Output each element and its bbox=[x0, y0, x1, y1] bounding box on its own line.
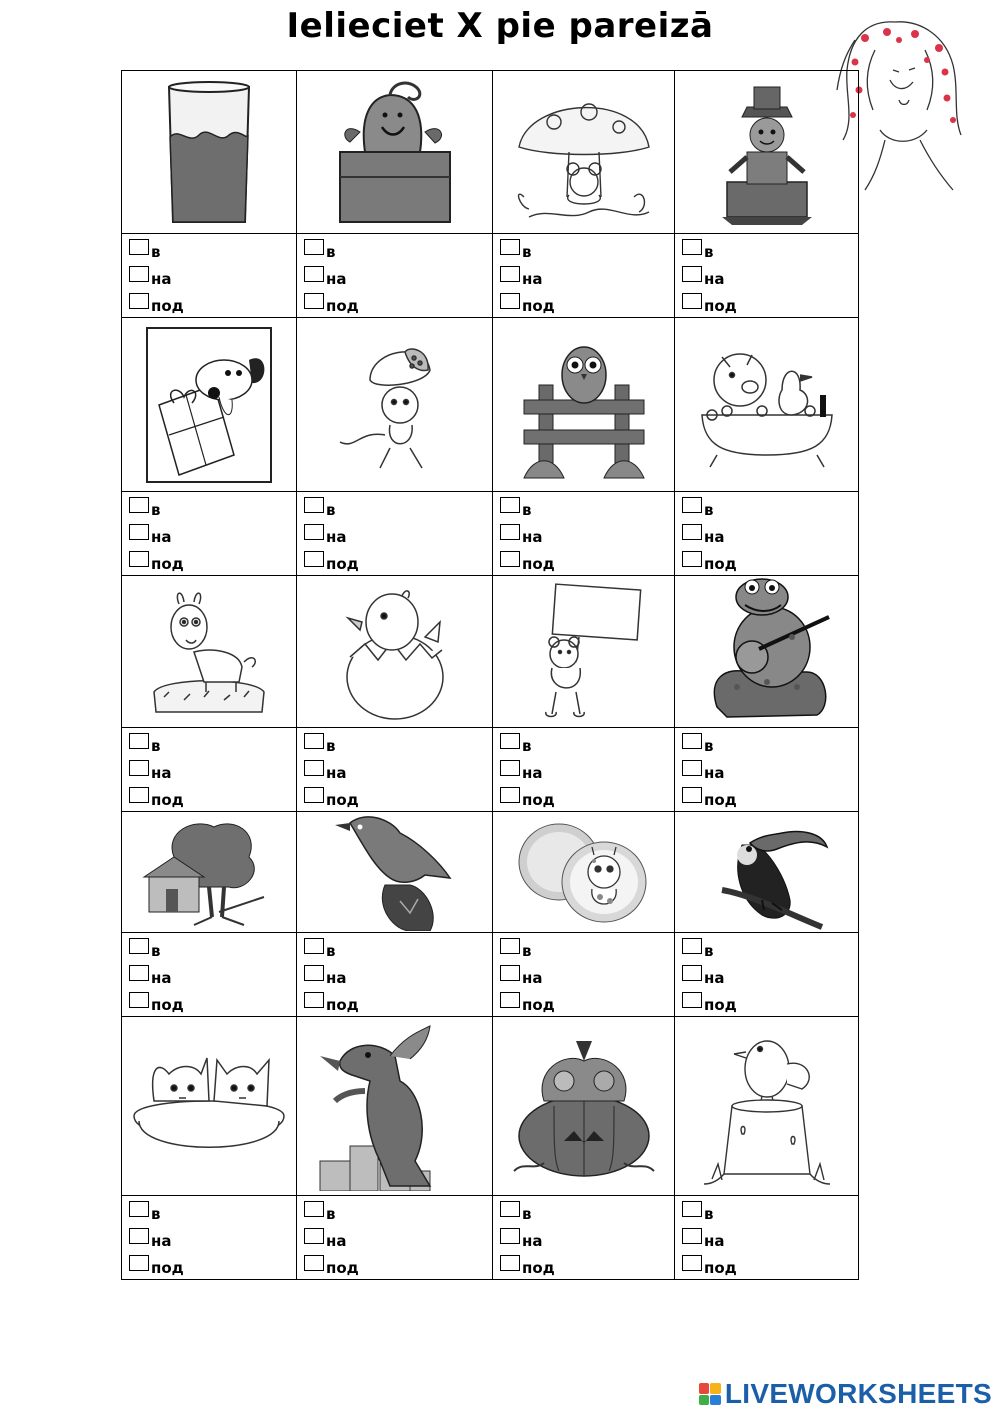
option-label: на bbox=[522, 764, 543, 782]
checkbox[interactable] bbox=[682, 1255, 702, 1271]
owl-on-fence-icon bbox=[519, 330, 649, 480]
option-label: на bbox=[151, 1232, 172, 1250]
option-label: под bbox=[326, 297, 359, 315]
option-label: под bbox=[522, 297, 555, 315]
picture-cell bbox=[122, 1017, 297, 1196]
option-row bbox=[682, 960, 858, 987]
picture-cell bbox=[675, 812, 859, 933]
picture-cell bbox=[122, 576, 297, 728]
checkbox[interactable] bbox=[129, 497, 149, 513]
option-label: на bbox=[151, 270, 172, 288]
answer-options bbox=[493, 492, 675, 576]
picture-cell bbox=[297, 71, 493, 234]
option-row bbox=[129, 519, 296, 546]
picture-cell bbox=[675, 1017, 859, 1196]
option-label: под bbox=[151, 791, 184, 809]
option-row bbox=[500, 1250, 674, 1277]
option-label: под bbox=[522, 791, 555, 809]
answer-options bbox=[675, 728, 859, 812]
option-row bbox=[304, 755, 492, 782]
checkbox[interactable] bbox=[500, 551, 520, 567]
option-row bbox=[500, 933, 674, 960]
checkbox[interactable] bbox=[304, 733, 324, 749]
checkbox[interactable] bbox=[129, 787, 149, 803]
option-label: в bbox=[522, 1205, 532, 1223]
answer-options bbox=[493, 933, 675, 1017]
option-label: под bbox=[151, 297, 184, 315]
row-options bbox=[122, 492, 859, 576]
checkbox[interactable] bbox=[682, 293, 702, 309]
option-row bbox=[500, 1196, 674, 1223]
option-row bbox=[129, 728, 296, 755]
option-label: в bbox=[151, 501, 161, 519]
checkbox[interactable] bbox=[304, 992, 324, 1008]
dog-in-gift-box-icon bbox=[144, 325, 274, 485]
answer-options bbox=[493, 728, 675, 812]
row-options bbox=[122, 728, 859, 812]
option-label: на bbox=[522, 1232, 543, 1250]
answer-options bbox=[675, 1196, 859, 1280]
answer-options bbox=[122, 1196, 297, 1280]
checkbox[interactable] bbox=[129, 992, 149, 1008]
option-row bbox=[304, 782, 492, 809]
option-label: на bbox=[326, 1232, 347, 1250]
answer-options bbox=[297, 933, 493, 1017]
option-label: под bbox=[704, 996, 737, 1014]
option-row bbox=[304, 492, 492, 519]
option-row bbox=[500, 546, 674, 573]
option-label: под bbox=[326, 555, 359, 573]
toucan-on-branch-icon bbox=[702, 815, 832, 930]
picture-cell bbox=[493, 71, 675, 234]
row-images bbox=[122, 71, 859, 234]
checkbox[interactable] bbox=[500, 293, 520, 309]
option-row bbox=[129, 960, 296, 987]
option-label: на bbox=[522, 528, 543, 546]
answer-options bbox=[297, 728, 493, 812]
checkbox[interactable] bbox=[500, 1255, 520, 1271]
checkbox[interactable] bbox=[500, 239, 520, 255]
option-label: в bbox=[326, 737, 336, 755]
option-row bbox=[304, 1196, 492, 1223]
option-row bbox=[682, 261, 858, 288]
option-label: под bbox=[326, 1259, 359, 1277]
option-label: в bbox=[704, 243, 714, 261]
row-images bbox=[122, 1017, 859, 1196]
answer-options bbox=[122, 492, 297, 576]
checkbox[interactable] bbox=[304, 965, 324, 981]
picture-cell bbox=[297, 576, 493, 728]
option-row bbox=[500, 728, 674, 755]
option-row bbox=[304, 546, 492, 573]
scarecrow-on-haybale-icon bbox=[702, 77, 832, 227]
answer-options bbox=[493, 234, 675, 318]
option-row bbox=[129, 782, 296, 809]
checkbox[interactable] bbox=[500, 787, 520, 803]
checkbox[interactable] bbox=[682, 266, 702, 282]
checkbox[interactable] bbox=[500, 524, 520, 540]
option-label: на bbox=[326, 764, 347, 782]
option-row bbox=[682, 755, 858, 782]
option-label: на bbox=[326, 528, 347, 546]
checkbox[interactable] bbox=[682, 1201, 702, 1217]
option-row bbox=[304, 1250, 492, 1277]
checkbox[interactable] bbox=[682, 239, 702, 255]
picture-cell bbox=[122, 318, 297, 492]
answer-options bbox=[675, 234, 859, 318]
option-label: в bbox=[522, 243, 532, 261]
kittens-in-basket-icon bbox=[129, 1046, 289, 1166]
option-label: под bbox=[522, 996, 555, 1014]
option-row bbox=[129, 546, 296, 573]
checkbox[interactable] bbox=[682, 938, 702, 954]
checkbox[interactable] bbox=[304, 938, 324, 954]
pig-in-bathtub-icon bbox=[692, 335, 842, 475]
checkbox[interactable] bbox=[129, 524, 149, 540]
picture-cell bbox=[493, 1017, 675, 1196]
option-row bbox=[129, 1196, 296, 1223]
option-label: в bbox=[326, 243, 336, 261]
option-row bbox=[500, 782, 674, 809]
option-row bbox=[129, 234, 296, 261]
option-row bbox=[682, 1223, 858, 1250]
option-row bbox=[682, 1196, 858, 1223]
chick-in-egg-icon bbox=[330, 582, 460, 722]
option-row bbox=[500, 288, 674, 315]
bird-on-rock-icon bbox=[330, 813, 460, 931]
answer-options bbox=[493, 1196, 675, 1280]
option-row bbox=[682, 492, 858, 519]
option-row bbox=[500, 987, 674, 1014]
footer-brand bbox=[699, 1378, 992, 1410]
page-title: Ielieciet X pie pareizā bbox=[286, 6, 714, 46]
option-label: под bbox=[151, 555, 184, 573]
option-row bbox=[129, 1250, 296, 1277]
brand-name: LIVEWORKSHEETS bbox=[724, 1378, 992, 1409]
checkbox[interactable] bbox=[304, 787, 324, 803]
option-row bbox=[129, 933, 296, 960]
option-label: на bbox=[522, 270, 543, 288]
picture-cell bbox=[493, 812, 675, 933]
checkbox[interactable] bbox=[682, 497, 702, 513]
option-label: под bbox=[522, 555, 555, 573]
option-label: в bbox=[704, 737, 714, 755]
option-label: в bbox=[522, 737, 532, 755]
sprout-on-fence-icon bbox=[330, 77, 460, 227]
checkbox[interactable] bbox=[304, 293, 324, 309]
picture-cell bbox=[493, 576, 675, 728]
option-label: под bbox=[151, 996, 184, 1014]
checkbox[interactable] bbox=[129, 938, 149, 954]
option-label: в bbox=[704, 501, 714, 519]
row-options bbox=[122, 234, 859, 318]
option-label: на bbox=[704, 1232, 725, 1250]
option-row bbox=[682, 933, 858, 960]
option-label: в bbox=[704, 942, 714, 960]
option-label: в bbox=[522, 501, 532, 519]
option-label: на bbox=[522, 969, 543, 987]
option-label: на bbox=[704, 969, 725, 987]
creatures-in-pumpkin-icon bbox=[504, 1031, 664, 1181]
option-row bbox=[304, 261, 492, 288]
option-row bbox=[129, 492, 296, 519]
checkbox[interactable] bbox=[304, 551, 324, 567]
answer-options bbox=[122, 933, 297, 1017]
checkbox[interactable] bbox=[682, 733, 702, 749]
checkbox[interactable] bbox=[304, 1201, 324, 1217]
option-row bbox=[500, 1223, 674, 1250]
option-row bbox=[304, 234, 492, 261]
option-row bbox=[304, 1223, 492, 1250]
answer-options bbox=[675, 492, 859, 576]
picture-cell bbox=[122, 71, 297, 234]
checkbox[interactable] bbox=[500, 938, 520, 954]
picture-cell bbox=[297, 812, 493, 933]
worksheet-grid bbox=[121, 70, 859, 1280]
checkbox[interactable] bbox=[500, 760, 520, 776]
checkbox[interactable] bbox=[129, 733, 149, 749]
answer-options bbox=[297, 492, 493, 576]
option-row bbox=[500, 519, 674, 546]
checkbox[interactable] bbox=[129, 551, 149, 567]
option-label: на bbox=[704, 528, 725, 546]
option-label: под bbox=[326, 996, 359, 1014]
option-label: на bbox=[151, 528, 172, 546]
row-options bbox=[122, 933, 859, 1017]
bear-under-sign-icon bbox=[524, 582, 644, 722]
liveworksheets-logo-icon bbox=[699, 1383, 721, 1405]
checkbox[interactable] bbox=[129, 293, 149, 309]
option-label: в bbox=[151, 942, 161, 960]
row-images bbox=[122, 576, 859, 728]
option-row bbox=[304, 519, 492, 546]
checkbox[interactable] bbox=[304, 239, 324, 255]
checkbox[interactable] bbox=[304, 1228, 324, 1244]
checkbox[interactable] bbox=[129, 239, 149, 255]
mouse-under-hat-icon bbox=[330, 330, 460, 480]
option-row bbox=[304, 288, 492, 315]
house-under-tree-icon bbox=[134, 817, 284, 927]
option-row bbox=[682, 782, 858, 809]
picture-cell bbox=[675, 318, 859, 492]
checkbox[interactable] bbox=[304, 266, 324, 282]
option-row bbox=[129, 288, 296, 315]
checkbox[interactable] bbox=[304, 1255, 324, 1271]
picture-cell bbox=[493, 318, 675, 492]
option-row bbox=[500, 960, 674, 987]
checkbox[interactable] bbox=[682, 1228, 702, 1244]
option-row bbox=[682, 728, 858, 755]
option-label: на bbox=[326, 270, 347, 288]
option-label: под bbox=[704, 791, 737, 809]
checkbox[interactable] bbox=[682, 965, 702, 981]
checkbox[interactable] bbox=[500, 1201, 520, 1217]
option-row bbox=[129, 755, 296, 782]
option-label: в bbox=[151, 1205, 161, 1223]
answer-options bbox=[122, 728, 297, 812]
option-row bbox=[682, 234, 858, 261]
checkbox[interactable] bbox=[500, 266, 520, 282]
option-row bbox=[500, 261, 674, 288]
option-label: в bbox=[326, 942, 336, 960]
checkbox[interactable] bbox=[129, 965, 149, 981]
checkbox[interactable] bbox=[129, 1255, 149, 1271]
option-label: в bbox=[522, 942, 532, 960]
checkbox[interactable] bbox=[500, 733, 520, 749]
checkbox[interactable] bbox=[682, 787, 702, 803]
dinosaur-on-city-icon bbox=[310, 1021, 480, 1191]
option-label: на bbox=[151, 764, 172, 782]
option-row bbox=[682, 546, 858, 573]
option-row bbox=[129, 261, 296, 288]
picture-cell bbox=[675, 576, 859, 728]
checkbox[interactable] bbox=[304, 524, 324, 540]
option-label: под bbox=[326, 791, 359, 809]
answer-options bbox=[675, 933, 859, 1017]
checkbox[interactable] bbox=[682, 524, 702, 540]
option-label: в bbox=[704, 1205, 714, 1223]
checkbox[interactable] bbox=[500, 992, 520, 1008]
option-row bbox=[304, 987, 492, 1014]
answer-options bbox=[297, 1196, 493, 1280]
mouse-under-mushroom-icon bbox=[509, 77, 659, 227]
option-row bbox=[129, 987, 296, 1014]
option-row bbox=[682, 987, 858, 1014]
checkbox[interactable] bbox=[129, 1201, 149, 1217]
giraffe-on-badge-icon bbox=[514, 817, 654, 927]
checkbox[interactable] bbox=[129, 266, 149, 282]
option-row bbox=[304, 933, 492, 960]
checkbox[interactable] bbox=[304, 497, 324, 513]
checkbox[interactable] bbox=[682, 992, 702, 1008]
answer-options bbox=[297, 234, 493, 318]
picture-cell bbox=[297, 1017, 493, 1196]
option-row bbox=[500, 755, 674, 782]
option-label: в bbox=[326, 1205, 336, 1223]
row-options bbox=[122, 1196, 859, 1280]
option-label: под bbox=[522, 1259, 555, 1277]
option-label: под bbox=[704, 555, 737, 573]
checkbox[interactable] bbox=[682, 760, 702, 776]
option-row bbox=[682, 519, 858, 546]
option-label: под bbox=[151, 1259, 184, 1277]
answer-options bbox=[122, 234, 297, 318]
option-label: на bbox=[704, 270, 725, 288]
option-label: под bbox=[704, 297, 737, 315]
option-label: под bbox=[704, 1259, 737, 1277]
checkbox[interactable] bbox=[500, 497, 520, 513]
option-label: на bbox=[326, 969, 347, 987]
checkbox[interactable] bbox=[500, 965, 520, 981]
glass-of-juice-icon bbox=[149, 77, 269, 227]
option-label: в bbox=[326, 501, 336, 519]
bird-on-stump-icon bbox=[702, 1024, 832, 1189]
option-row bbox=[304, 960, 492, 987]
option-label: в bbox=[151, 737, 161, 755]
option-label: в bbox=[151, 243, 161, 261]
picture-cell bbox=[675, 71, 859, 234]
frog-with-banjo-icon bbox=[697, 577, 837, 727]
option-row bbox=[304, 728, 492, 755]
checkbox[interactable] bbox=[500, 1228, 520, 1244]
option-row bbox=[500, 492, 674, 519]
option-row bbox=[500, 234, 674, 261]
option-row bbox=[682, 1250, 858, 1277]
checkbox[interactable] bbox=[129, 1228, 149, 1244]
checkbox[interactable] bbox=[304, 760, 324, 776]
option-row bbox=[682, 288, 858, 315]
option-label: на bbox=[704, 764, 725, 782]
picture-cell bbox=[122, 812, 297, 933]
option-row bbox=[129, 1223, 296, 1250]
checkbox[interactable] bbox=[129, 760, 149, 776]
picture-cell bbox=[297, 318, 493, 492]
goat-on-haystack-icon bbox=[144, 582, 274, 722]
option-label: на bbox=[151, 969, 172, 987]
checkbox[interactable] bbox=[682, 551, 702, 567]
row-images bbox=[122, 318, 859, 492]
row-images bbox=[122, 812, 859, 933]
